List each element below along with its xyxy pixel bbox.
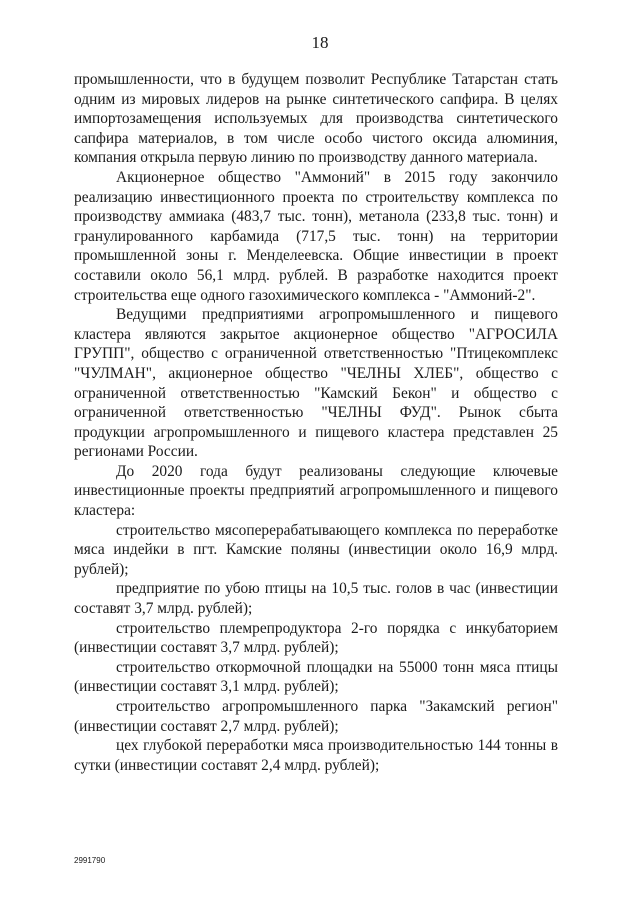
paragraph-agro-cluster: Ведущими предприятиями агропромышленного и пищевого кластера являются закрытое акционерное общество "АГРОСИЛА ГРУПП", общество с ограниченной ответственностью "Птицекомплекс "ЧУЛМАН", акционерное общество "ЧЕЛНЫ ХЛЕБ", общество с ограниченной ответственностью "Камский Бекон" и общество с ограниченной ответственностью "ЧЕЛНЫ ФУД". Рынок сбыта продукции агропромышленного и пищевого кластера представлен 25 регионами России. [74, 306, 558, 461]
list-item: строительство мясоперерабатывающего комплекса по переработке мяса индейки в пгт. Камские поляны (инвестиции около 16,9 млрд. рублей); [74, 521, 558, 578]
list-item: строительство агропромышленного парка "Закамский регион" (инвестиции составят 2,7 млрд. рублей); [74, 698, 558, 735]
document-code: 2991790 [74, 856, 106, 865]
list-item: предприятие по убою птицы на 10,5 тыс. голов в час (инвестиции составят 3,7 млрд. рублей); [74, 580, 558, 618]
list-item: строительство откормочной площадки на 55000 тонн мяса птицы (инвестиции составят 3,1 млрд. рублей); [74, 658, 558, 696]
list-item: строительство племрепродуктора 2-го порядка с инкубаторием (инвестиции составят 3,7 млрд. рублей); [74, 619, 558, 657]
page-number: 18 [311, 33, 329, 52]
list-item: цех глубокой переработки мяса производительностью 144 тонны в сутки (инвестиции составят 2,4 млрд. рублей); [74, 737, 558, 774]
document-body [74, 70, 558, 775]
paragraph-continuation: промышленности, что в будущем позволит Республике Татарстан стать одним из мировых лидеров на рынке синтетического сапфира. В целях импортозамещения используемых для производства синтетического сапфира материалов, в том числе особо чистого оксида алюминия, компания открыла первую линию по производству данного материала. [74, 71, 558, 167]
paragraph-projects-intro: До 2020 года будут реализованы следующие ключевые инвестиционные проекты предприятий агропромышленного и пищевого кластера: [74, 462, 558, 520]
paragraph-ammoniy: Акционерное общество "Аммоний" в 2015 году закончило реализацию инвестиционного проекта по строительству комплекса по производству аммиака (483,7 тыс. тонн), метанола (233,8 тыс. тонн) и гранулированного карбамида (717,5 тыс. тонн) на территории промышленной зоны г. Менделеевска. Общие инвестиции в проект составили около 56,1 млрд. рублей. В разработке находится проект строительства еще одного газохимического комплекса - "Аммоний-2". [74, 168, 558, 304]
